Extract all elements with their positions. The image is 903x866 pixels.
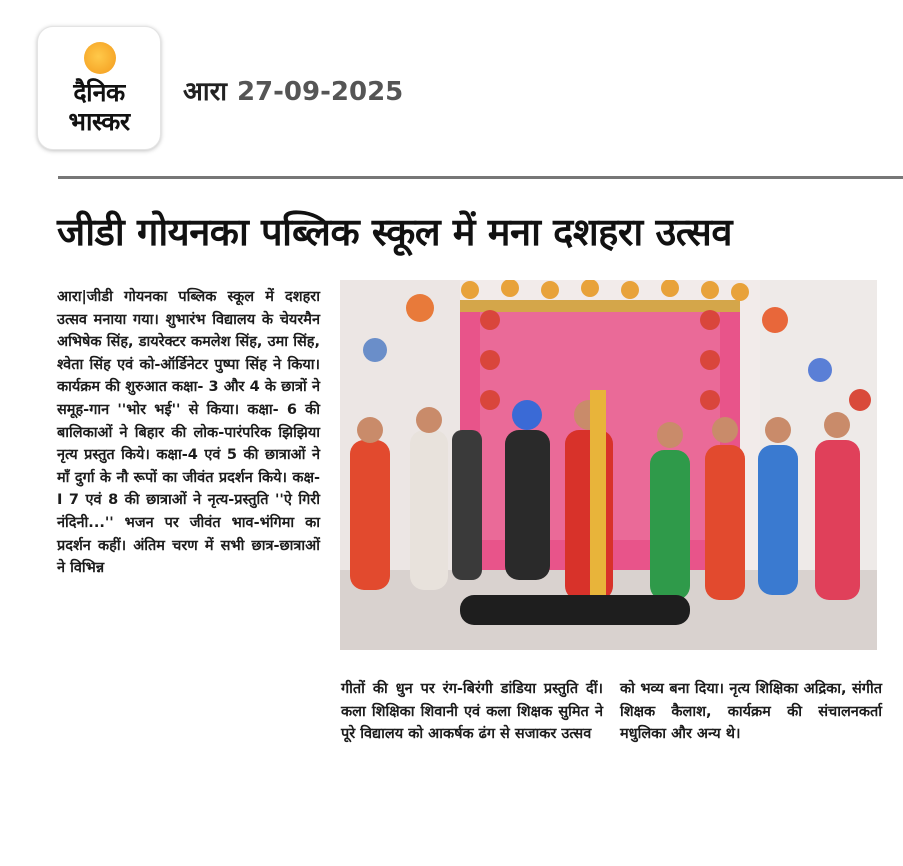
dainik-bhaskar-logo[interactable] [37,26,161,150]
article-column-3: को भव्य बना दिया। नृत्य शिक्षिका अद्रिका, संगीत शिक्षक कैलाश, कार्यक्रम की संचालनकर्ता मधुलिका और अन्य थे। [620,681,882,743]
article-column-1: आरा|जीडी गोयनका पब्लिक स्कूल में दशहरा उत्सव मनाया गया। शुभारंभ विद्यालय के चेयरमैन अभिषेक सिंह, डायरेक्टर कमलेश सिंह, उमा सिंह, श्वेता सिंह एवं को-ऑर्डिनेटर पुष्पा सिंह ने किया। कार्यक्रम की शुरुआत कक्षा- 3 और 4 के छात्रों ने समूह-गान ''भोर भई'' से किया। कक्षा- 6 की बालिकाओं ने बिहार की लोक-पारंपरिक झिझिया नृत्य प्रस्तुत किये। कक्षा-4 एवं 5 की छात्राओं ने माँ दुर्गा के नौ रूपों का जीवंत प्रदर्शन किये। कक्ष-I 7 एवं 8 की छात्राओं ने नृत्य-प्रस्तुति ''ऐ गिरी नंदिनी...'' भजन पर जीवंत भाव-भंगिमा का प्रदर्शन कहीं। अंतिम चरण में सभी छात्र-छात्राओं ने विभिन्न [57,289,320,577]
logo-text-line2: भास्कर [68,107,130,136]
divider-rule [58,176,903,179]
students-in-costume-photo [340,280,877,650]
article-column-2: गीतों की धुन पर रंग-बिरंगी डांडिया प्रस्तुति दीं। कला शिक्षिका शिवानी एवं कला शिक्षक सुमित ने पूरे विद्यालय को आकर्षक ढंग से सजाकर उत्सव [341,681,603,743]
article-title: जीडी गोयनका पब्लिक स्कूल में मना दशहरा उत्सव [57,210,732,254]
edition-date: 27-09-2025 [236,77,404,107]
logo-text-line1: दैनिक [73,78,125,107]
next-article-strip [100,854,860,866]
edition-meta [183,72,403,108]
edition-city: आरा [183,77,227,107]
sun-icon [84,42,116,74]
